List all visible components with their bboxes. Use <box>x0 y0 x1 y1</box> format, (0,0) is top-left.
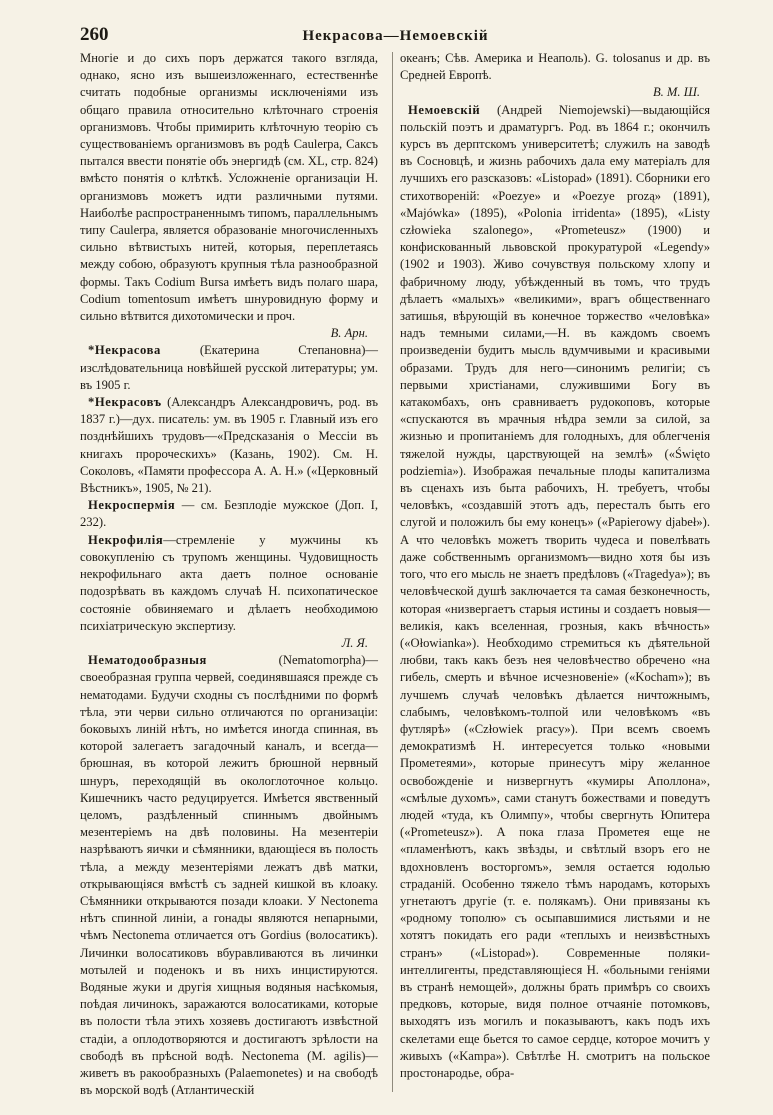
entry-text: (Александръ Александровичъ, род. въ 1837 г.)—дух. писатель: ум. въ 1905 г. Главный изъ его позднѣйшихъ трудовъ—«Предсказанія о Мессіи въ книгахъ пророческихъ» (Казань, 1902). См. Н. Соколовъ, «Памяти профессора А. А. Н.» («Церковный Вѣстникъ», 1905, № 21). <box>80 395 378 496</box>
entry-text: (Андрей Niemojewski)—выдающійся польскій поэтъ и драматургъ. Род. въ 1864 г.; окончилъ курсъ въ дерптскомъ университетѣ; служилъ на заводѣ въ Сосновцѣ, и жизнь рабочихъ дала ему матеріалъ для лучшихъ его разсказовъ: «Listopad» (1891). Сборники его стихотвореній: «Poezye» и «Poezye prozą» (1891), «Majówka» (1895), «Polonia irridenta» (1895), «Listy człowieka szalonego», «Prometeusz» (1900) и конфискованный львовской прокуратурой «Legendy» (1902 и 1903). Живо сочувствуя польскому хлопу и фабричному люду, убѣжденный въ томъ, что трудъ дѣлаетъ «малыхъ» «великими», врагъ общественнаго затишья, вѣрующій въ конечное торжество «человѣка» надъ темными силами,—Н. въ каждомъ своемъ произведеніи будитъ мысль вдумчивыми и красивыми образами. Трудъ для него—синонимъ религіи; съ первыми христіанами, служившими Богу въ катакомбахъ, онъ сравниваетъ рудокоповъ, которые «спускаются въ мрачныя нѣдра земли за силой, за жизнью и пропитаніемъ для голодныхъ, для облегченія тяжелой нужды, царствующей на землѣ» («Święto podziemia»). Изображая печальные плоды капитализма въ сценахъ изъ быта рабочихъ, Н. требуетъ, чтобы человѣкъ, «создавшій этотъ адъ, пересталъ быть его слугой и положилъ бы ему конецъ» («Papierowy djabeł»). А что человѣкъ можетъ творить чудеса и повелѣвать даже собственнымъ организмомъ—видно хотя бы изъ того, что его мысль не знаетъ предѣловъ («Tragedya»); въ человѣческой душѣ заключается та самая безконечность, которая «низвергаетъ старыя истины и создаетъ новыя—великія, какъ вселенная, грозныя, какъ вѣчность» («Ołowianka»). Необходимо стремиться къ дѣятельной любви, такъ какъ безъ нея человѣчество обречено «на гибель, смерть и вѣчное исчезновеніе» («Kocham»); въ лучшемъ случаѣ человѣкъ дѣлается ничтожнымъ, слабымъ, человѣкомъ-толпой или человѣкомъ «въ футлярѣ» («Człowiek pracy»). При всемъ своемъ демократизмѣ Н. интересуется только «новыми Прометеями», которые принесутъ міру желанное освобожденіе и низвергнутъ «кумиры Аполлона», «смѣлые духомъ», сами станутъ божествами и поведутъ людей «туда, къ Олимпу», чтобы свергнуть Юпитера («Prometeusz»). А пока глаза Прометея еще не «пламенѣютъ, какъ звѣзды, и свѣтлый взоръ его не вдохновленъ восторгомъ», земля остается юдолью страданій. Особенно тяжело тѣмъ народамъ, которыхъ угнетаютъ другіе (т. е. полякамъ). Они привязаны къ «родному тополю» съ осыпавшимися листьями и не хотятъ покидать его ради «теплыхъ и неизвѣстныхъ странъ» («Listopad»). Современные поляки-интеллигенты, представляющіеся Н. «больными геніями въ странѣ немощей», должны брать примѣръ со своихъ предковъ, которые, видя полное отчаяніе потомковъ, выходятъ изъ могилъ и показываютъ, какъ подъ ихъ скелетами еще бьется то самое сердце, которое мочитъ у живыхъ («Kampa»). Свѣтлѣе Н. смотритъ на польское простонародье, обра- <box>400 102 710 1080</box>
column-divider <box>392 52 393 1092</box>
entry-nematodoobraznye <box>80 652 378 1099</box>
entry-continuation <box>80 50 378 342</box>
page-number: 260 <box>80 24 109 45</box>
entry-headword: Немоевскій <box>408 102 481 117</box>
entry-text: —стремленіе у мужчины къ совокупленію съ трупомъ женщины. Чудовищность некрофильнаго акта даетъ полное основаніе подозрѣвать въ каждомъ случаѣ Н. психопатическое состояніе обвиняемаго и дѣлаетъ необходимою психіатрическую экспертизу. <box>80 532 378 633</box>
page-header <box>80 24 711 48</box>
entry-nekrasov <box>80 394 378 497</box>
entry-text: (Nematomorpha)—своеобразная группа червей, соединявшаяся прежде съ нематодами. Будучи сходны съ послѣдними по формѣ тѣла, эти черви сильно отличаются по организаціи: боковыхъ линій нѣтъ, но имѣется иногда спинная, въ которой залегаетъ загадочный каналъ, и всегда—брюшная, въ которой лежитъ брюшной нервный шнуръ, переходящій въ окологлоточное кольцо. Кишечникъ часто редуцируется. Имѣется явственный целомъ, раздѣленный спиннымъ двойнымъ мезентеріемъ на двѣ половины. На мезентеріи назрѣваютъ яички и сѣмянники, вдающіеся въ полость тѣла, а между мезентеріями лежатъ двѣ матки, открывающіяся вмѣстѣ съ задней кишкой въ клоаку. Сѣмянники открываются позади клоаки. У Nectonema нѣтъ спинной линіи, а гонады являются непарными, чѣмъ Nectonema отличается отъ Gordius (волосатикъ). Личинки волосатиковъ вбуравливаются въ личинки мотылей и поденокъ и въ нихъ инцистируются. Водяные жуки и другія хищныя водяныя насѣкомыя, поѣдая личинокъ, заражаются волосатиками, которые въ полости тѣла этихъ хозяевъ достигаютъ извѣстной стадіи, а оплодотворяются и достигаютъ зрѣлости на свободѣ въ прѣсной водѣ. Nectonema (M. agilis)—живетъ въ ракообразныхъ (Palaemonetes) и на свободѣ въ морской водѣ (Атлантическій <box>80 653 378 1098</box>
entry-nekrasova <box>80 342 378 394</box>
entry-nemoevskiy <box>400 102 710 1083</box>
left-column <box>80 50 378 1099</box>
entry-nekrofilia <box>80 532 378 652</box>
entry-nekrospermia <box>80 497 378 531</box>
entry-text: (Екатерина Степановна)—изслѣдовательница новѣйшей русской литературы; ум. въ 1905 г. <box>80 343 378 392</box>
entry-text: — см. Безплодіе мужское (Доп. I, 232). <box>80 498 378 530</box>
running-head: Некрасова—Немоевскій <box>302 28 489 44</box>
entry-signature: В. М. Ш. <box>652 85 700 100</box>
right-column <box>400 50 710 1082</box>
entry-text: океанъ; Сѣв. Америка и Неаполь). G. tolosanus и др. въ Средней Европѣ. <box>400 51 710 83</box>
entry-text: Многіе и до сихъ поръ держатся такого взгляда, однако, ясно изъ вышеизложеннаго, естественнѣе считать подобные организмы исключеніями изъ общаго правила относительно клѣточнаго строенія организмовъ. Чтобы примирить клѣточную теорію съ существованіемъ организмовъ въ родѣ Caulerpa, Саксъ пытался ввести понятіе объ энергидѣ (см. XL, стр. 824) вмѣсто понятія о клѣткѣ. Усложненіе организаціи Н. организмовъ можетъ идти различными путями. Наиболѣе распространеннымъ типомъ, параллельнымъ типу Caulerpa, является образованіе многочисленныхъ сильно вѣтвистыхъ нитей, которыя, переплетаясь между собою, образуютъ крупныя тѣла разнообразной формы. Такъ Codium Bursa имѣетъ видъ полаго шара, Codium tomentosum имѣетъ шнуровидную форму и сильно вѣтвится дихотомически и проч. <box>80 51 378 324</box>
entry-headword: Некроспермія <box>88 498 176 513</box>
entry-headword: *Некрасова <box>88 343 161 358</box>
entry-headword: *Некрасовъ <box>88 395 162 410</box>
entry-continuation <box>400 50 710 102</box>
entry-headword: Некрофилія <box>88 532 164 547</box>
entry-signature: Л. Я. <box>341 635 368 650</box>
entry-signature: В. Арн. <box>330 326 368 341</box>
entry-headword: Нематодообразныя <box>88 653 207 668</box>
